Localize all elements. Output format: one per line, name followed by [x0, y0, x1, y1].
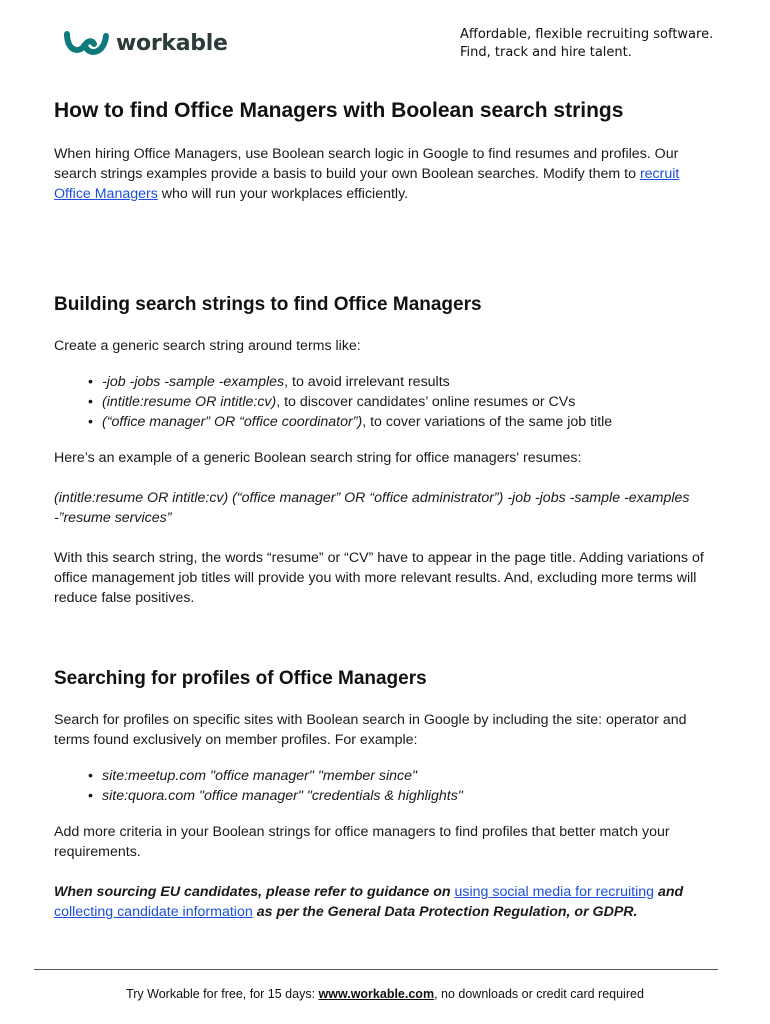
workable-logo[interactable] — [64, 28, 228, 58]
social-media-recruiting-link[interactable]: using social media for recruiting — [454, 884, 655, 900]
section2-lead: Search for profiles on specific sites with Boolean search in Google by including the site: operator and terms found exclusively on member profiles. For example: — [54, 712, 687, 748]
bullet-desc: , to avoid irrelevant results — [284, 374, 450, 390]
bullet-desc: , to discover candidates’ online resumes or CVs — [276, 394, 576, 410]
gdpr-note-text-1: When sourcing EU candidates, please refer to guidance on — [54, 884, 455, 900]
workable-logo-icon — [64, 28, 110, 58]
recruit-office-managers-link[interactable]: recruit Office Managers — [54, 166, 680, 202]
gdpr-note — [54, 882, 720, 922]
candidate-information-link[interactable]: collecting candidate information — [54, 904, 253, 920]
list-item — [102, 392, 720, 412]
gdpr-note-text-3: as per the General Data Protection Regulation, or GDPR. — [252, 904, 638, 920]
list-item — [102, 372, 720, 392]
example-explanation: With this search string, the words “resume” or “CV” have to appear in the page title. Adding variations of office management job titles will provide you with more relevant results. And, excluding more terms will reduce false positives. — [54, 550, 704, 606]
page-header — [0, 0, 770, 80]
site-example: site:meetup.com "office manager" "member since" — [102, 768, 418, 784]
site-example: site:quora.com "office manager" "credentials & highlights" — [102, 788, 463, 804]
header-tagline — [460, 26, 713, 62]
section2-heading: Searching for profiles of Office Managers — [54, 668, 427, 689]
bullet-term: (“office manager” OR “office coordinator”) — [102, 414, 363, 430]
list-item — [102, 766, 720, 786]
list-item — [102, 412, 720, 432]
section1-lead: Create a generic search string around terms like: — [54, 338, 361, 354]
page-footer — [0, 987, 770, 1001]
workable-website-link[interactable]: www.workable.com — [318, 987, 435, 1001]
example-lead: Here’s an example of a generic Boolean search string for office managers' resumes: — [54, 450, 582, 466]
intro-text-1: When hiring Office Managers, use Boolean search logic in Google to find resumes and profiles. Our search strings examples provide a basis to build your own Boolean searches. Modify them to — [54, 146, 679, 182]
footer-divider — [34, 969, 718, 970]
boolean-example-string: (intitle:resume OR intitle:cv) (“office manager” OR “office administrator”) -job -jobs -sample -examples -”resume services” — [54, 490, 690, 526]
criteria-paragraph: Add more criteria in your Boolean strings for office managers to find profiles that better match your requirements. — [54, 824, 670, 860]
site-examples-list — [54, 766, 720, 806]
intro-paragraph — [54, 144, 720, 204]
tagline-line-1: Affordable, flexible recruiting software. — [460, 27, 714, 42]
section1-heading: Building search strings to find Office Managers — [54, 294, 482, 315]
gdpr-note-text-2: and — [654, 884, 684, 900]
tagline-line-2: Find, track and hire talent. — [460, 45, 632, 60]
search-terms-list — [54, 372, 720, 432]
footer-text-2: , no downloads or credit card required — [434, 987, 644, 1001]
document-body — [54, 98, 720, 922]
bullet-term: (intitle:resume OR intitle:cv) — [102, 394, 277, 410]
page-title: How to find Office Managers with Boolean search strings — [54, 99, 624, 122]
bullet-term: -job -jobs -sample -examples — [102, 374, 285, 390]
footer-text-1: Try Workable for free, for 15 days: — [126, 987, 319, 1001]
bullet-desc: , to cover variations of the same job title — [362, 414, 613, 430]
logo-wordmark: workable — [116, 30, 228, 56]
list-item — [102, 786, 720, 806]
intro-text-2: who will run your workplaces efficiently. — [157, 186, 409, 202]
